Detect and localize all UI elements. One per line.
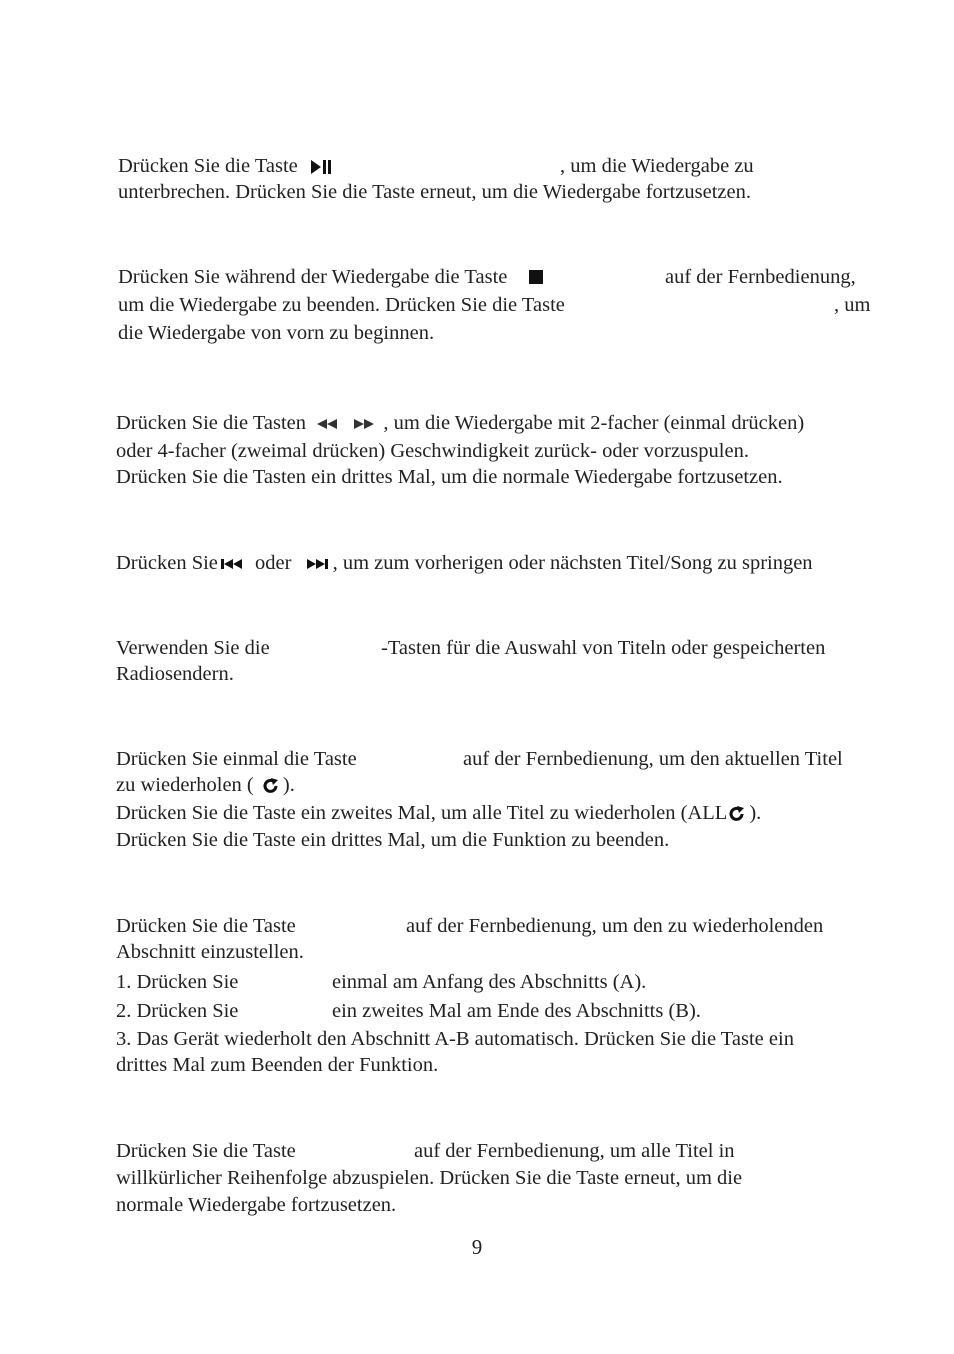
rewind-icon (315, 416, 341, 432)
ab-step-3-line-1: 3. Das Gerät wiederholt den Abschnitt A-B automatisch. Drücken Sie die Taste ein (116, 1028, 794, 1050)
fast-forward-icon (348, 416, 378, 432)
repeat-line-1: Drücken Sie einmal die Taste (116, 748, 357, 770)
repeat-line-3: Drücken Sie die Taste ein zweites Mal, um alle Titel zu wiederholen (ALL ). (116, 802, 762, 824)
numeric-line-2: Radiosendern. (116, 663, 234, 685)
repeat-line-1b: auf der Fernbedienung, um den aktuellen Titel (463, 748, 843, 770)
ab-line-2: Abschnitt einzustellen. (116, 941, 304, 963)
numeric-line-1b: -Tasten für die Auswahl von Titeln oder gespeicherten (381, 637, 826, 659)
stop-icon (527, 269, 547, 287)
search-line-3: Drücken Sie die Tasten ein drittes Mal, um die normale Wiedergabe fortzusetzen. (116, 466, 783, 488)
shuffle-line-1b: auf der Fernbedienung, um alle Titel in (414, 1140, 735, 1162)
ab-step-1b: einmal am Anfang des Abschnitts (A). (332, 971, 647, 993)
stop-line-2: um die Wiedergabe zu beenden. Drücken Sie die Taste (118, 294, 565, 316)
shuffle-line-2: willkürlicher Reihenfolge abzuspielen. Drücken Sie die Taste erneut, um die (116, 1167, 743, 1189)
numeric-line-1: Verwenden Sie die (116, 637, 270, 659)
repeat-line-2: zu wiederholen ( ). (116, 774, 295, 796)
page-number: 9 (471, 1235, 483, 1259)
repeat-icon (261, 777, 281, 795)
search-line-2: oder 4-facher (zweimal drücken) Geschwindigkeit zurück- oder vorzuspulen. (116, 440, 749, 462)
repeat-line-4: Drücken Sie die Taste ein drittes Mal, um die Funktion zu beenden. (116, 829, 670, 851)
ab-step-2: 2. Drücken Sie (116, 1000, 239, 1022)
shuffle-line-1: Drücken Sie die Taste (116, 1140, 296, 1162)
ab-step-3-line-2: drittes Mal zum Beenden der Funktion. (116, 1054, 439, 1076)
pause-line-1b: , um die Wiedergabe zu (560, 155, 754, 177)
skip-line: Drücken Sie oder , um zum vorherigen oder nächsten Titel/Song zu springen (116, 552, 813, 574)
next-track-icon (305, 556, 333, 572)
previous-track-icon (218, 556, 246, 572)
stop-line-2b: , um (834, 294, 871, 316)
pause-line-1: Drücken Sie die Taste (118, 154, 333, 178)
stop-line-3: die Wiedergabe von vorn zu beginnen. (118, 322, 435, 344)
search-line-1: Drücken Sie die Tasten , um die Wiedergabe mit 2-facher (einmal drücken) (116, 412, 805, 434)
pause-line-2: unterbrechen. Drücken Sie die Taste erneut, um die Wiedergabe fortzusetzen. (118, 181, 751, 203)
stop-line-1b: auf der Fernbedienung, (665, 266, 856, 288)
shuffle-line-3: normale Wiedergabe fortzusetzen. (116, 1194, 397, 1216)
stop-line-1: Drücken Sie während der Wiedergabe die Taste (118, 265, 547, 289)
ab-step-1: 1. Drücken Sie (116, 971, 239, 993)
ab-line-1b: auf der Fernbedienung, um den zu wiederholenden (406, 915, 824, 937)
ab-line-1: Drücken Sie die Taste (116, 915, 296, 937)
play-pause-icon (309, 158, 333, 176)
repeat-icon (727, 805, 747, 823)
ab-step-2b: ein zweites Mal am Ende des Abschnitts (B). (332, 1000, 701, 1022)
